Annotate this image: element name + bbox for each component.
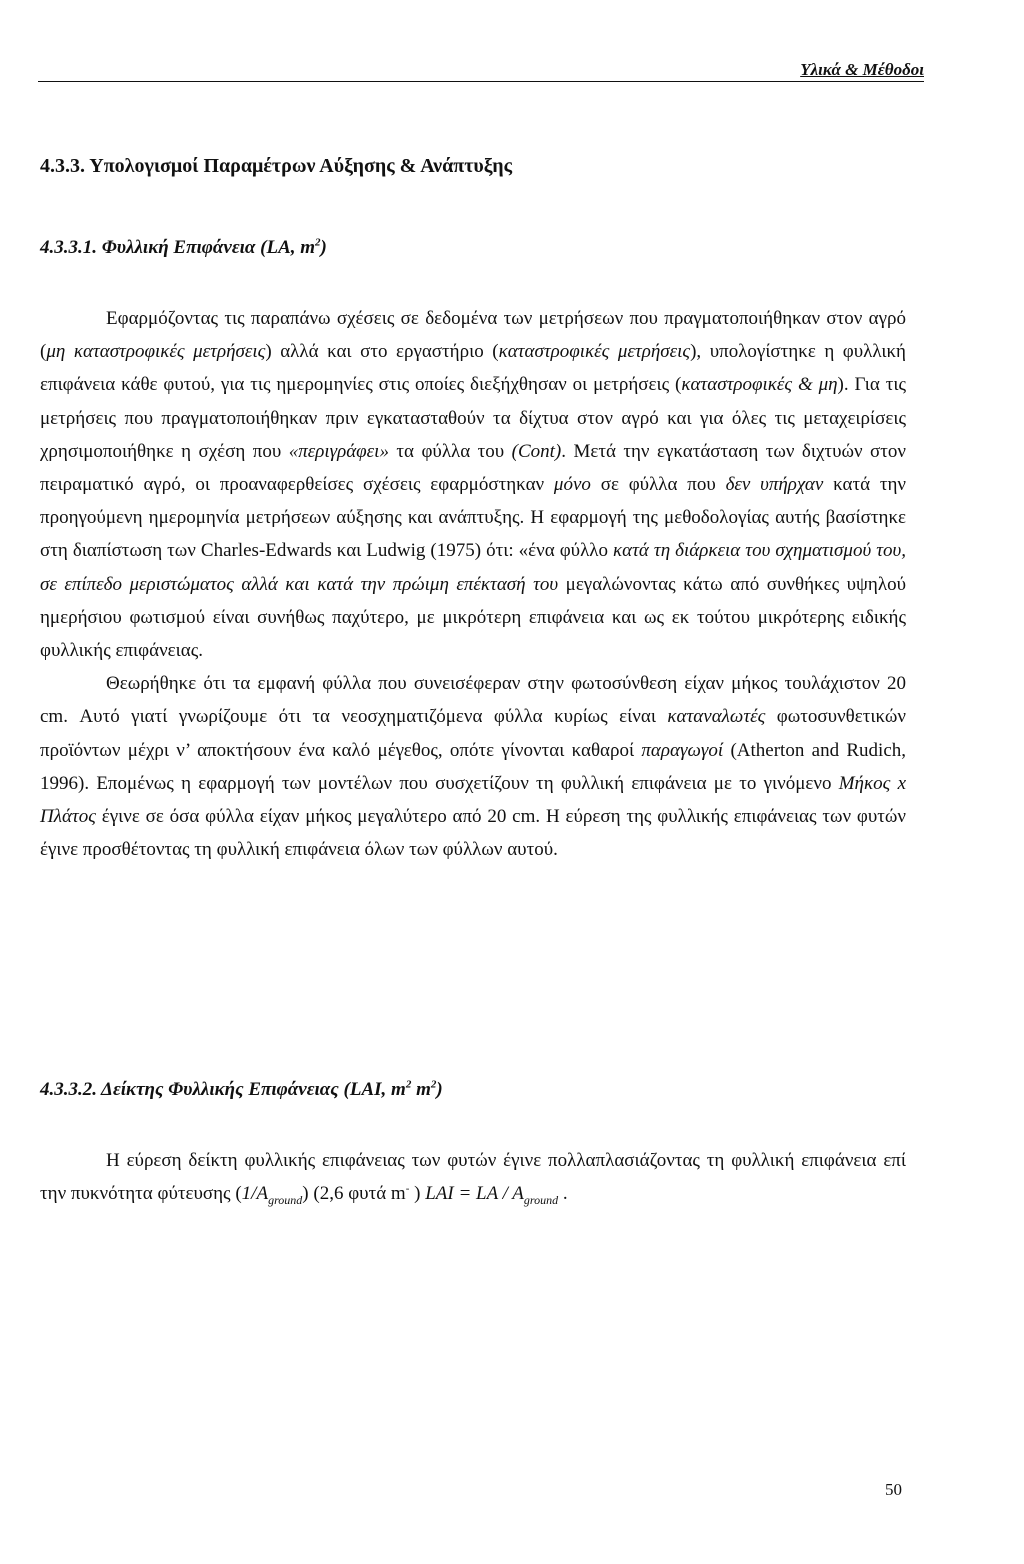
superscript: 2: [405, 1078, 412, 1091]
text-run: ): [409, 1183, 426, 1205]
subsection-number: 4.3.3.2.: [40, 1079, 97, 1100]
text-run: .: [558, 1183, 568, 1205]
body-block-2: [40, 1144, 906, 1210]
text-run: ), υπολογίστηκε η φυλλική επιφάνεια κάθε φυτού, για τις ημερομηνίες στις οποίες διεξήχθησαν οι μετρήσεις (: [40, 341, 906, 396]
text-run: έγινε σε όσα φύλλα είχαν μήκος μεγαλύτερο από 20 cm. Η εύρεση της φυλλικής επιφάνειας των φυτών έγινε προσθέτοντας τη φυλλική επιφάνεια όλων των φύλλων αυτού.: [40, 806, 906, 861]
italic-run: καταστροφικές & μη: [681, 374, 838, 396]
subsection-title: [101, 1079, 443, 1100]
superscript: -: [405, 1182, 410, 1195]
formula-text: LAI = LA / A: [425, 1183, 524, 1205]
superscript: 2: [315, 236, 321, 249]
text-run: Εφαρμόζοντας τις παραπάνω σχέσεις σε δεδομένα των μετρήσεων που πραγματοποιήθηκαν στον αγρό (: [40, 308, 906, 363]
text-run: ) αλλά και στο εργαστήριο (: [265, 341, 499, 363]
formula-lai: [425, 1183, 559, 1207]
italic-run: μη καταστροφικές μετρήσεις: [46, 341, 266, 363]
section-number: 4.3.3.: [40, 155, 85, 177]
italic-run: καταναλωτές: [667, 706, 766, 728]
subsection-title-text: Δείκτης Φυλλικής Επιφάνειας (LAI, m: [101, 1079, 406, 1100]
paragraph-3: [40, 1144, 906, 1210]
text-run: μεγαλώνοντας κάτω από συνθήκες υψηλού ημερήσιου φωτισμού είναι συνήθως παχύτερο, με μικρότερη επιφάνεια και ως εκ τούτου μικρότερης ειδικής φυλλικής επιφάνειας.: [40, 573, 906, 662]
text-run: κατά την προηγούμενη ημερομηνία μετρήσεων αύξησης και ανάπτυξης. Η εφαρμογή της μεθοδολογίας αυτής βασίστηκε στη διαπίστωση των Charles-Edwards και Ludwig (1975) ότι: «ένα φύλλο: [40, 474, 906, 562]
closing-paren: ): [436, 1079, 443, 1100]
text-run: ) (2,6 φυτά m: [302, 1183, 406, 1205]
text-run: . Μετά την εγκατάσταση των διχτυών στον πειραματικό αγρό, οι προαναφερθείσες σχέσεις εφαρμόστηκαν: [40, 440, 906, 496]
formula-density: [241, 1183, 303, 1207]
superscript: 2: [430, 1078, 437, 1091]
header-rule: [38, 81, 924, 82]
italic-run: καταστροφικές μετρήσεις: [498, 341, 691, 363]
italic-run: μόνο: [553, 474, 591, 496]
body-block-1: [40, 302, 906, 866]
running-header: Υλικά & Μέθοδοι: [800, 60, 924, 79]
italic-run: (Cont): [511, 440, 562, 462]
page-number: 50: [885, 1480, 902, 1499]
italic-run: κατά τη διάρκεια του σχηματισμού του, σε επίπεδο μεριστώματος αλλά και κατά την πρώιμη επέκτασή του: [40, 540, 906, 595]
italic-run: δεν υπήρχαν: [725, 474, 824, 496]
text-run: σε φύλλα που: [590, 474, 726, 496]
closing-paren: ): [320, 237, 327, 258]
text-run: τα φύλλα του: [388, 440, 512, 462]
section-heading: [40, 155, 512, 178]
italic-run: παραγωγοί: [641, 739, 724, 761]
subscript: ground: [268, 1193, 303, 1207]
italic-run: «περιγράφει»: [288, 440, 389, 462]
text-run: (Atherton and Rudich, 1996). Επομένως η εφαρμογή των μοντέλων που συσχετίζουν τη φυλλική επιφάνεια με το γινόμενο: [40, 739, 906, 794]
text-run: Θεωρήθηκε ότι τα εμφανή φύλλα που συνεισέφεραν στην φωτοσύνθεση είχαν μήκος τουλάχιστον 20 cm. Αυτό γιατί γνωρίζουμε ότι τα νεοσχηματιζόμενα φύλλα κυρίως είναι: [40, 673, 906, 728]
subsection-title-text: Φυλλική Επιφάνεια (LA, m: [101, 237, 316, 258]
paragraph-2: [40, 667, 906, 866]
italic-run: Μήκος x Πλάτος: [40, 772, 907, 828]
text-run: Η εύρεση δείκτη φυλλικής επιφάνειας των φυτών έγινε πολλαπλασιάζοντας τη φυλλική επιφάνεια επί την πυκνότητα φύτευσης (: [40, 1150, 906, 1205]
subscript: ground: [523, 1193, 559, 1207]
subsection-number: 4.3.3.1.: [40, 237, 97, 258]
section-title: Υπολογισμοί Παραμέτρων Αύξησης & Ανάπτυξης: [89, 155, 513, 177]
text-run: φωτοσυνθετικών προϊόντων μέχρι ν’ αποκτήσουν ένα καλό μέγεθος, οπότε γίνονται καθαροί: [40, 706, 906, 761]
paragraph-1: [40, 302, 906, 667]
subsection-heading-leaf-area: [40, 237, 327, 259]
subsection-title: [102, 237, 327, 258]
unit-text: m: [411, 1079, 431, 1100]
text-run: ). Για τις μετρήσεις που πραγματοποιήθηκαν πριν εγκατασταθούν τα δίχτυα στον αγρό και για όλες τις μεταχειρίσεις χρησιμοποιήθηκε η σχέση που: [40, 374, 906, 462]
subsection-heading-lai: [40, 1079, 443, 1101]
formula-text: 1/A: [241, 1183, 269, 1205]
